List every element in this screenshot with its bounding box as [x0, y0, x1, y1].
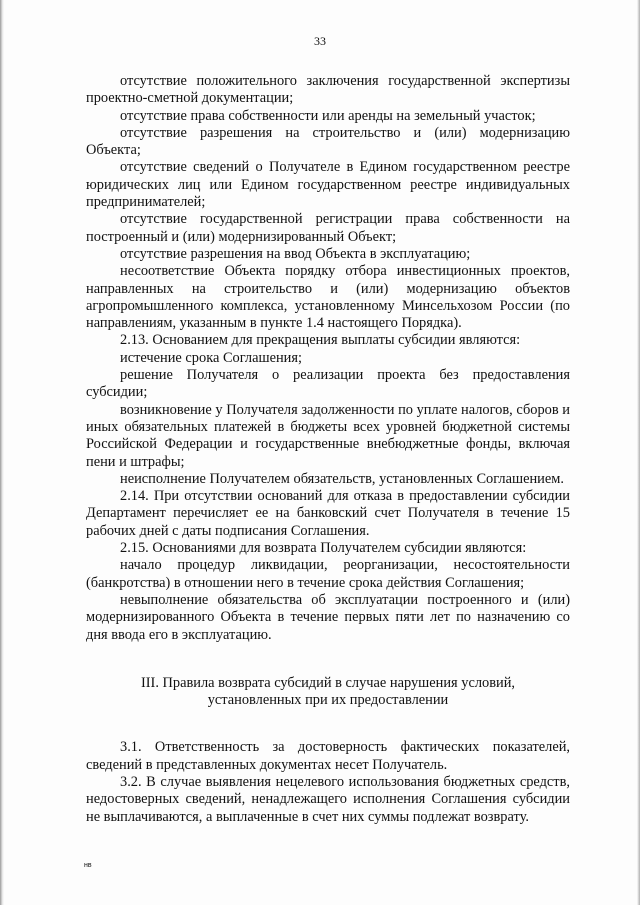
paragraph: отсутствие положительного заключения государственной экспертизы проектно-сметной документации; [86, 73, 570, 107]
section-heading-line: III. Правила возврата субсидий в случае нарушения условий, [140, 674, 516, 691]
paragraph: отсутствие сведений о Получателе в Едином государственном реестре юридических лиц или Едином государственном реестре индивидуальных предпринимателей; [86, 159, 570, 211]
paragraph: начало процедур ликвидации, реорганизации, несостоятельности (банкротства) в отношении него в течение срока действия Соглашения; [86, 557, 570, 591]
paragraph: неисполнение Получателем обязательств, установленных Соглашением. [120, 470, 564, 487]
document-body [86, 73, 570, 826]
paragraph: отсутствие разрешения на ввод Объекта в эксплуатацию; [120, 245, 471, 262]
clause-3-2: 3.2. В случае выявления нецелевого использования бюджетных средств, недостоверных сведений, ненадлежащего исполнения Соглашения субсидии не выплачиваются, а выплаченные в счет них суммы подлежат возврату. [86, 773, 570, 825]
scan-edge-left [0, 0, 4, 905]
paragraph: отсутствие разрешения на строительство и (или) модернизацию Объекта; [86, 124, 570, 159]
paragraph: невыполнение обязательства об эксплуатации построенного и (или) модернизированного Объекта в течение первых пяти лет по назначению со дня ввода его в эксплуатацию. [86, 591, 570, 643]
section-heading [86, 675, 570, 710]
clause-3-1: 3.1. Ответственность за достоверность фактических показателей, сведений в представленных документах несет Получатель. [86, 739, 570, 773]
paragraph: отсутствие государственной регистрации права собственности на построенный и (или) модернизированный Объект; [86, 211, 570, 245]
paragraph: возникновение у Получателя задолженности по уплате налогов, сборов и иных обязательных платежей в бюджеты всех уровней бюджетной системы Российской Федерации и государственные внебюджетные фонды, включая пени и штрафы; [86, 401, 570, 470]
page-number: 33 [314, 34, 326, 48]
clause-2-14: 2.14. При отсутствии оснований для отказа в предоставлении субсидии Департамент перечисляет ее на банковский счет Получателя в течение 15 рабочих дней с даты подписания Соглашения. [86, 488, 570, 539]
section-heading-line: установленных при их предоставлении [207, 692, 449, 709]
paragraph: решение Получателя о реализации проекта без предоставления субсидии; [86, 367, 570, 401]
paragraph: истечение срока Соглашения; [120, 349, 302, 366]
footer-mark: нв [84, 862, 92, 869]
paragraph: несоответствие Объекта порядку отбора инвестиционных проектов, направленных на строительство и (или) модернизацию объектов агропромышленного комплекса, установленному Минсельхозом России (по направлениям, указанным в пункте 1.4 настоящего Порядка). [86, 263, 570, 332]
clause-2-15: 2.15. Основаниями для возврата Получателем субсидии являются: [120, 540, 527, 557]
clause-2-13: 2.13. Основанием для прекращения выплаты субсидии являются: [120, 332, 521, 349]
paragraph: отсутствие права собственности или аренды на земельный участок; [120, 107, 536, 124]
